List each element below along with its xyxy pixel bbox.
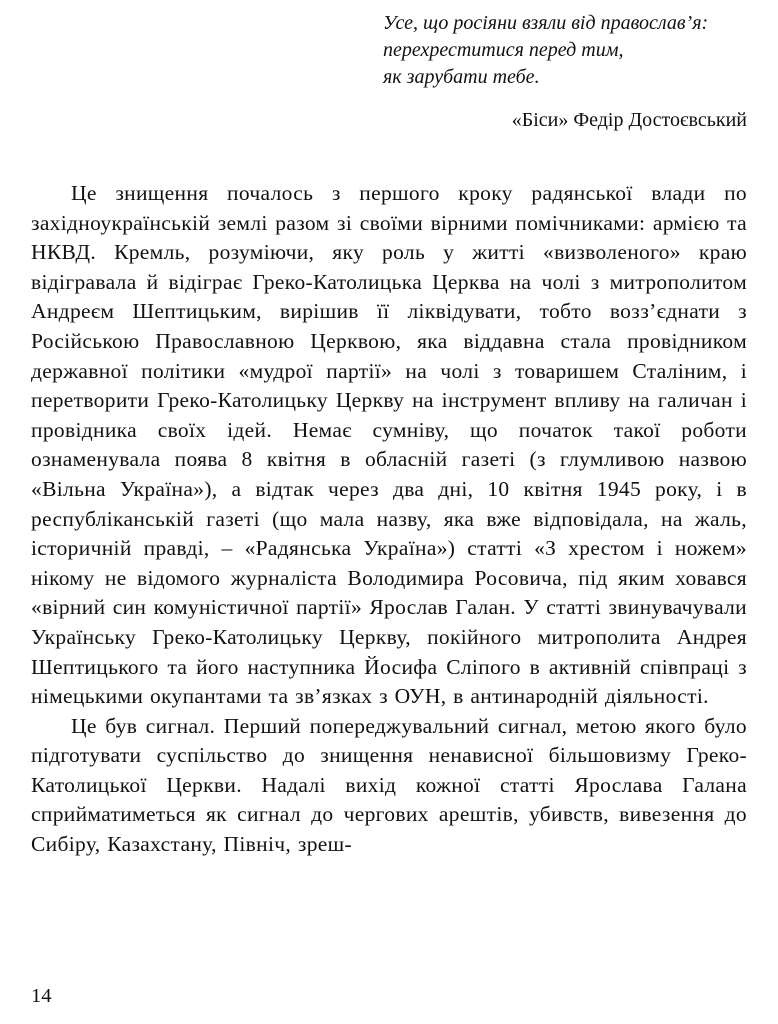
epigraph-line: як зарубати тебе.: [383, 66, 540, 88]
page-number: 14: [31, 985, 52, 1007]
body-text: [31, 179, 747, 860]
epigraph-line: Усе, що росіяни взяли від православ’я:: [383, 12, 709, 34]
epigraph: [383, 10, 747, 91]
paragraph: Це знищення почалось з першого кроку радянської влади по західноукраїнській землі разом зі своїми вірними помічниками: армією та НКВД. Кремль, розуміючи, яку роль у житті «визволеного» краю відігравала й відіграє Греко-Католицька Церква на чолі з митрополитом Андреєм Шептицьким, вирішив її ліквідувати, тобто возз’єднати з Російською Православною Церквою, яка віддавна стала провідником державної політики «мудрої партії» на чолі з товаришем Сталіним, і перетворити Греко-Католицьку Церкву на інструмент впливу на галичан і провідника своїх ідей. Немає сумніву, що початок такої роботи ознаменувала поява 8 квітня в обласній газеті (з глумливою назвою «Вільна Україна»), а відтак через два дні, 10 квітня 1945 року, і в республіканській газеті (що мала назву, яка вже відповідала, на жаль, історичній правді, – «Радянська Україна») статті «З хрестом і ножем» нікому не відомого журналіста Володимира Росовича, під яким ховався «вірний син комуністичної партії» Ярослав Галан. У статті звинувачували Українську Греко-Католицьку Церкву, покійного митрополита Андрея Шептицького та його наступника Йосифа Сліпого в активній співпраці з німецькими окупантами та зв’язках з ОУН, в антинародній діяльності.: [31, 181, 747, 709]
paragraph: Це був сигнал. Перший попереджувальний сигнал, метою якого було підготувати суспільство до знищення ненависної більшовизму Греко-Католицької Церкви. Надалі вихід кожної статті Ярослава Галана сприйматиметься як сигнал до чергових арештів, убивств, вивезення до Сибіру, Казахстану, Північ, зреш-: [31, 713, 747, 857]
epigraph-attribution: «Біси» Федір Достоєвський: [511, 109, 747, 131]
epigraph-line: перехреститися перед тим,: [383, 39, 624, 61]
